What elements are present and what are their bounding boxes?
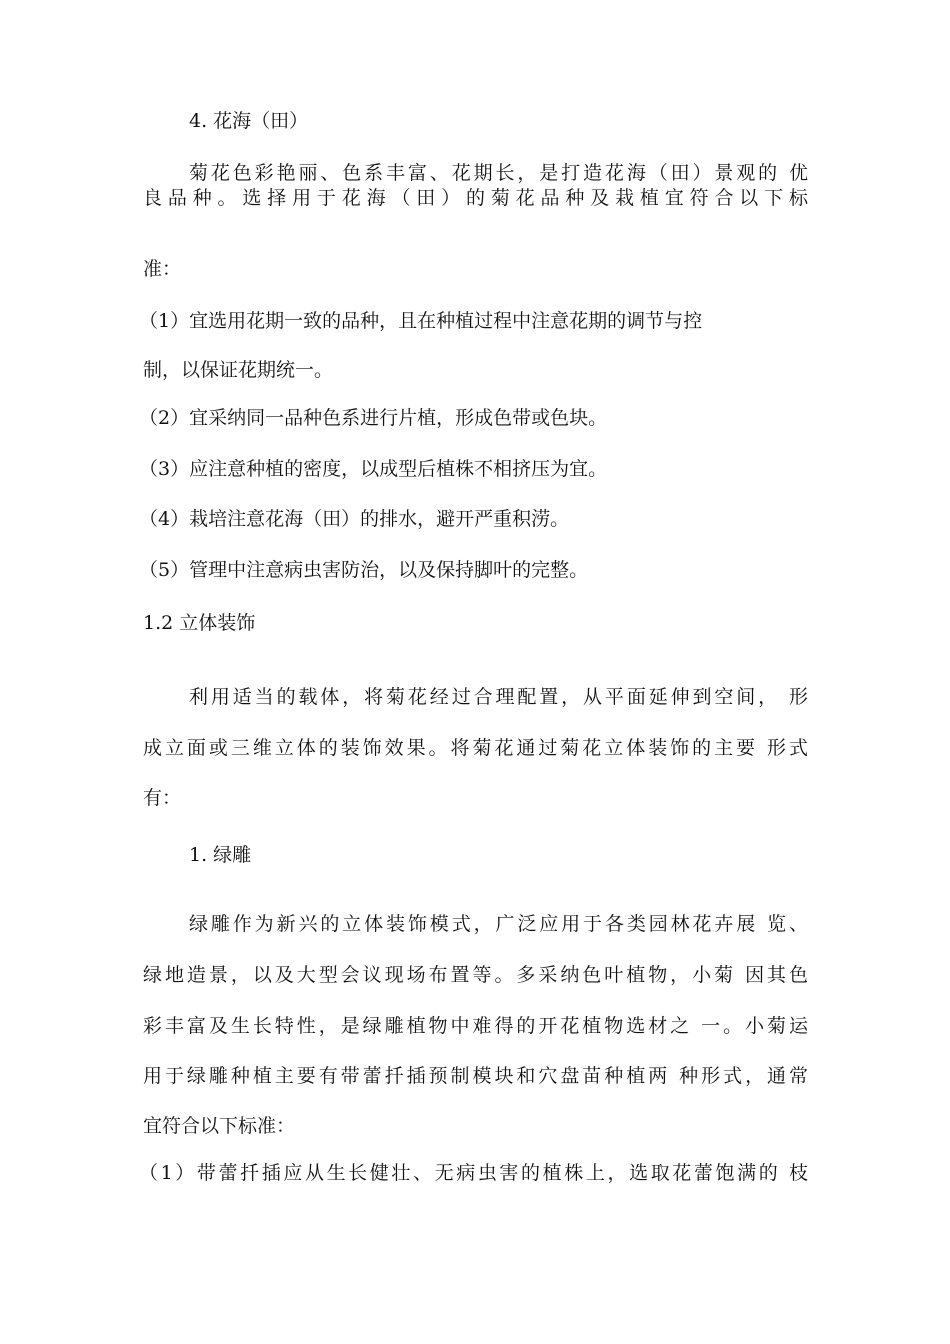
paragraph-green-sculpture-line-3: 彩丰富及生长特性，是绿雕植物中难得的开花植物选材之 一。小菊运 bbox=[143, 1015, 808, 1037]
paragraph-flower-sea-line-1: 菊花色彩艳丽、色系丰富、花期长，是打造花海（田）景观的 优 bbox=[189, 162, 808, 184]
section-heading-3d-decoration: 1.2 立体装饰 bbox=[143, 612, 256, 634]
list-item-2: （2）宜采纳同一品种色系进行片植，形成色带或色块。 bbox=[139, 407, 608, 429]
list-item-6-line-1: （1）带蕾扦插应从生长健壮、无病虫害的植株上，选取花蕾饱满的 枝 bbox=[139, 1162, 808, 1184]
list-item-4: （4）栽培注意花海（田）的排水，避开严重积涝。 bbox=[139, 508, 570, 530]
paragraph-green-sculpture-line-5: 宜符合以下标准： bbox=[143, 1115, 296, 1137]
list-item-1-line-2: 制，以保证花期统一。 bbox=[143, 359, 334, 381]
list-item-5: （5）管理中注意病虫害防治，以及保持脚叶的完整。 bbox=[139, 559, 589, 581]
paragraph-3d-line-2: 成立面或三维立体的装饰效果。将菊花通过菊花立体装饰的主要 形式 bbox=[143, 737, 808, 759]
list-item-3: （3）应注意种植的密度，以成型后植株不相挤压为宜。 bbox=[139, 458, 608, 480]
paragraph-green-sculpture-line-2: 绿地造景，以及大型会议现场布置等。多采纳色叶植物，小菊 因其色 bbox=[143, 964, 808, 986]
paragraph-3d-line-3: 有： bbox=[143, 787, 182, 809]
paragraph-3d-line-1: 利用适当的载体，将菊花经过合理配置，从平面延伸到空间， 形 bbox=[189, 686, 808, 708]
paragraph-green-sculpture-line-1: 绿雕作为新兴的立体装饰模式，广泛应用于各类园林花卉展 览、 bbox=[189, 913, 808, 935]
paragraph-flower-sea-line-3: 准： bbox=[143, 258, 182, 280]
heading-green-sculpture: 1. 绿雕 bbox=[189, 844, 252, 866]
paragraph-green-sculpture-line-4: 用于绿雕种植主要有带蕾扦插预制模块和穴盘苗种植两 种形式，通常 bbox=[143, 1065, 808, 1087]
paragraph-flower-sea-line-2: 良品种。选择用于花海（田）的菊花品种及栽植宜符合以下标 bbox=[143, 187, 808, 209]
heading-flower-sea: 4. 花海（田） bbox=[189, 110, 309, 132]
list-item-1-line-1: （1）宜选用花期一致的品种，且在种植过程中注意花期的调节与控 bbox=[139, 310, 703, 332]
